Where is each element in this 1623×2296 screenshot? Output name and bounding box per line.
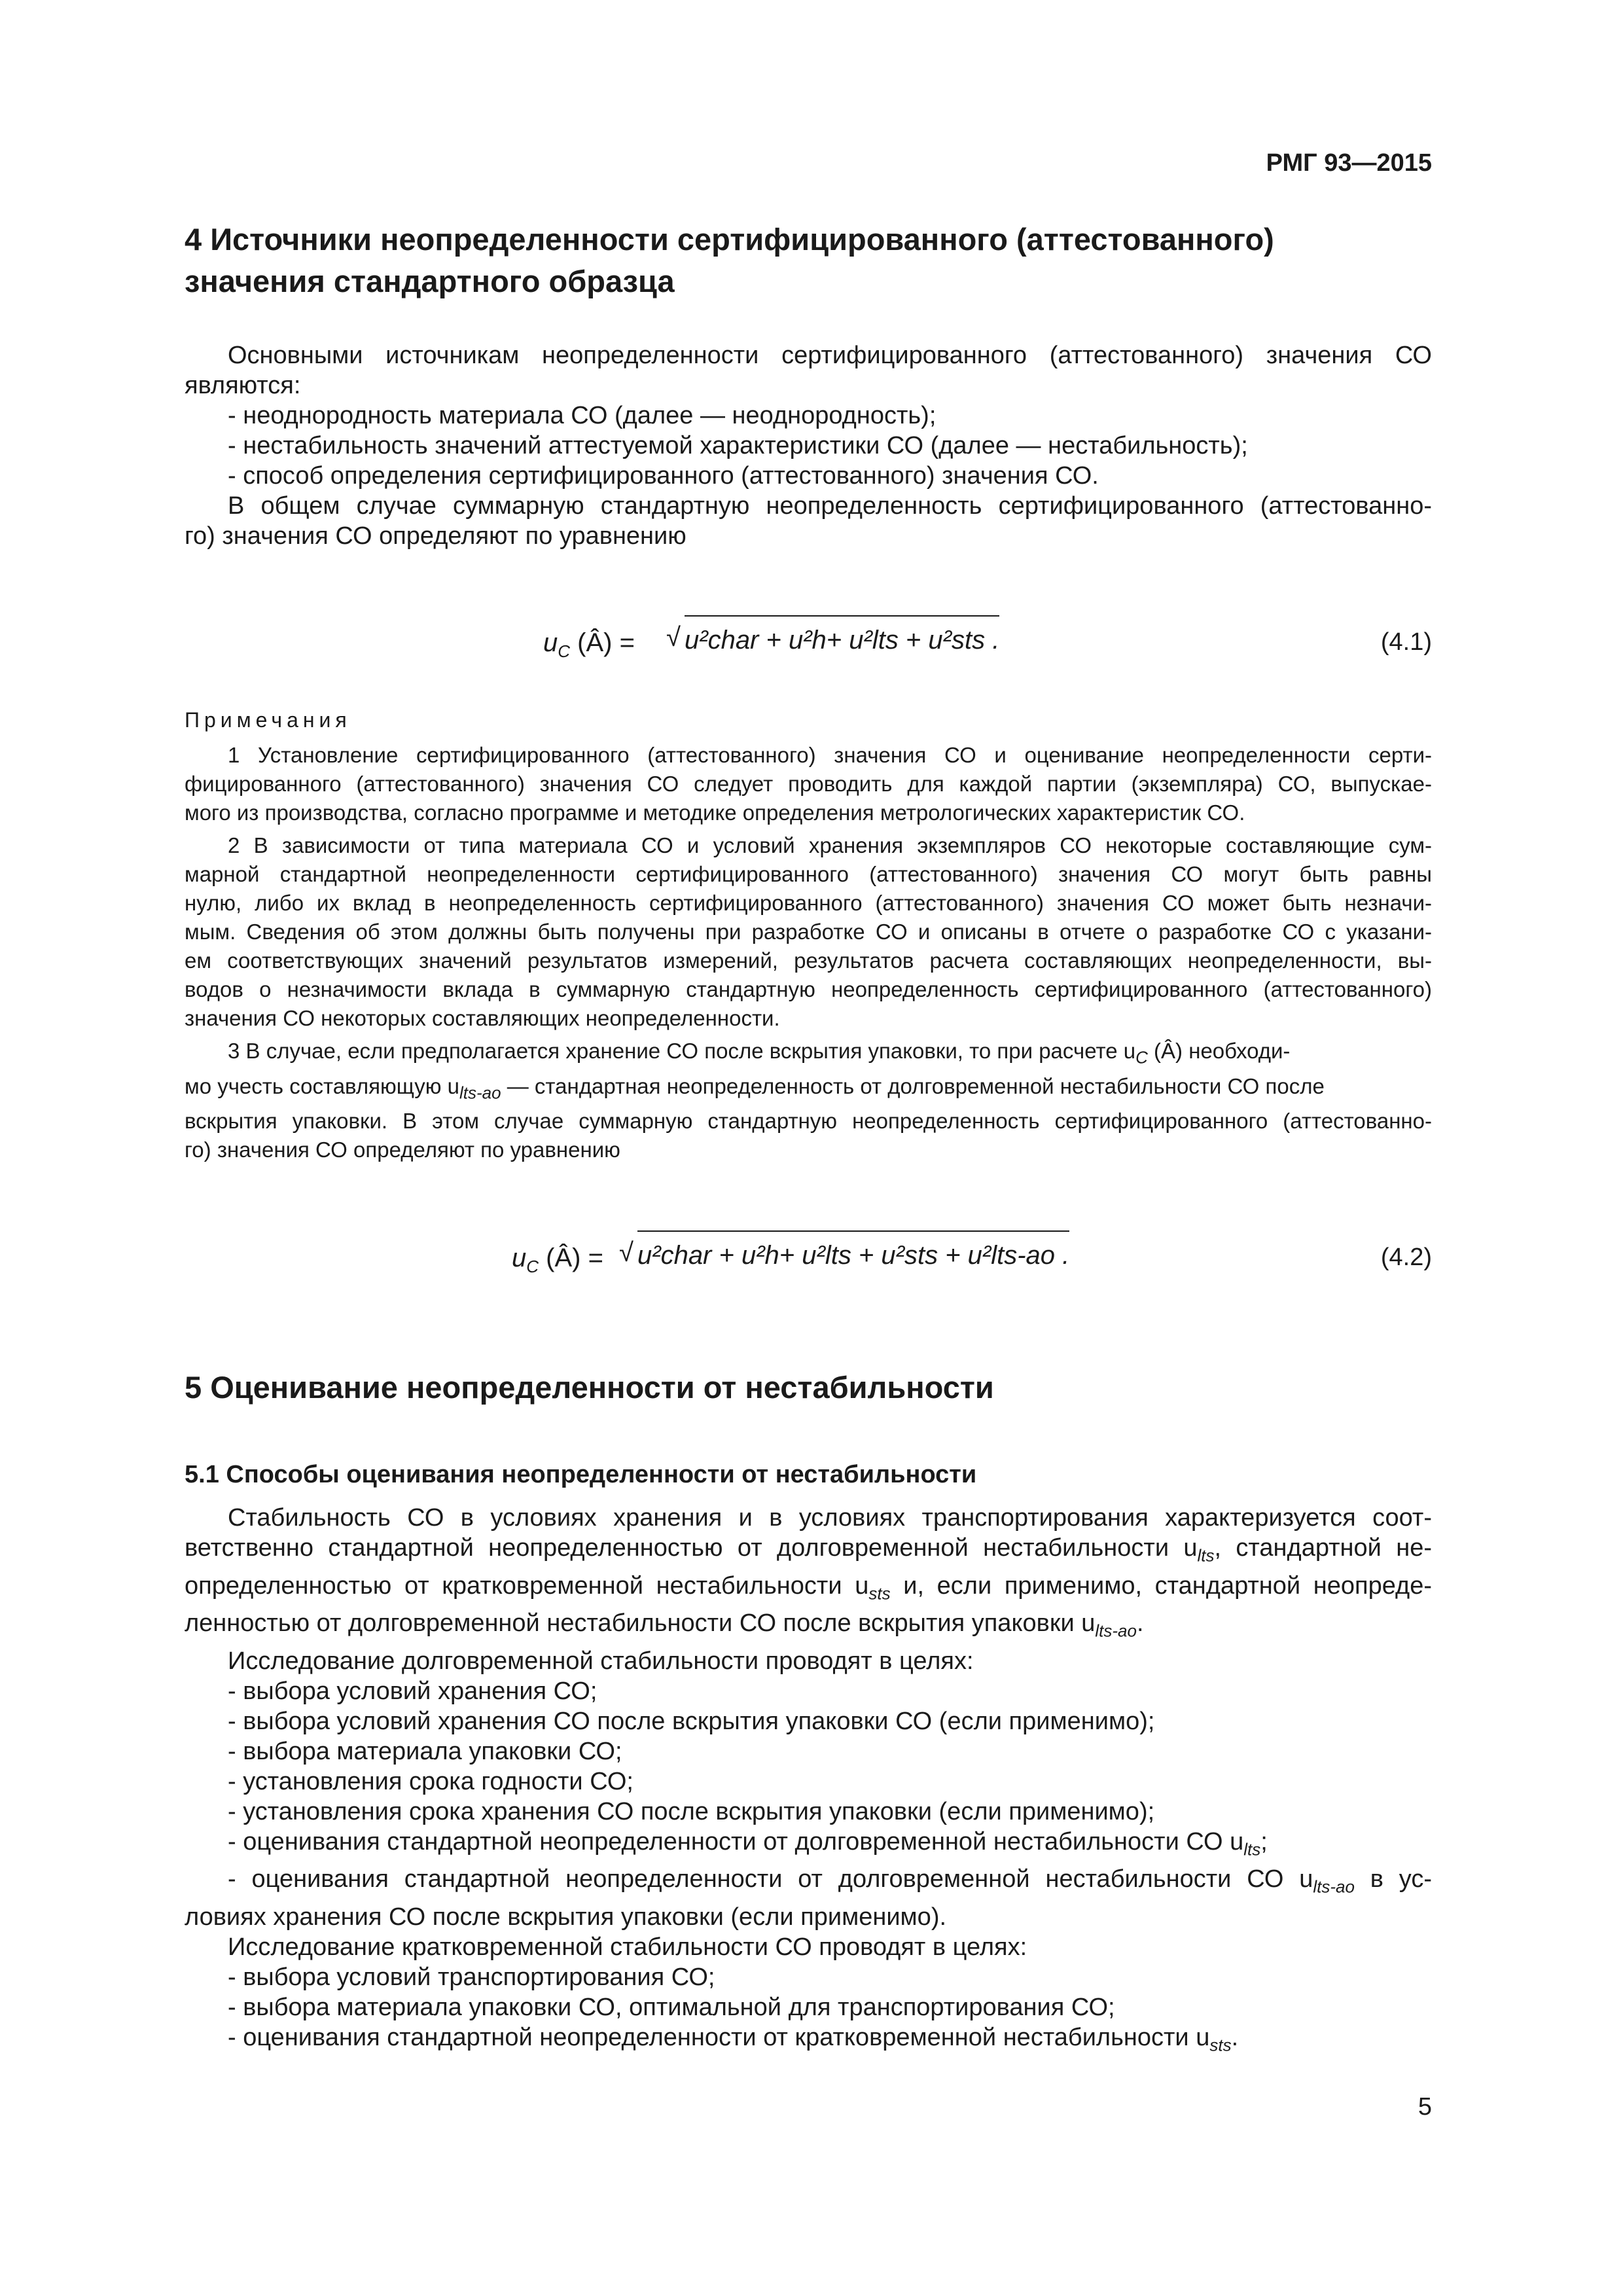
intro-paragraph (185, 340, 1432, 551)
list-item: - установления срока годности СО; (228, 1767, 633, 1795)
note-line: фицированного (аттестованного) значения СО следует проводить для каждой партии (экземпляра) СО, выпускае- (185, 772, 1432, 796)
note-line: значения СО некоторых составляющих неопределенности. (185, 1006, 780, 1030)
section-5-title: 5 Оценивание неопределенности от нестабильности (185, 1370, 994, 1405)
section-5-heading (185, 1367, 1432, 1408)
note-line: вскрытия упаковки. В этом случае суммарную стандартную неопределенность сертифицированного (аттестованно- (185, 1109, 1432, 1134)
subsection-5-1-heading (185, 1458, 1432, 1491)
general-line-1: В общем случае суммарную стандартную неопределенность сертифицированного (аттестованно- (228, 492, 1432, 520)
list-item: - выбора условий хранения СО после вскрытия упаковки СО (если применимо); (228, 1707, 1155, 1735)
note-line: го) значения СО определяют по уравнению (185, 1138, 620, 1162)
note-line: марной стандартной неопределенности сертифицированного (аттестованного) значения СО могут быть равны (185, 862, 1432, 886)
body-line: ветственно стандартной неопределенностью от долговременной нестабильности $u_{lts}$, стандартной не- (185, 1534, 1432, 1566)
section-4-title-line-2: значения стандартного образца (185, 264, 675, 298)
general-line-2: го) значения СО определяют по уравнению (185, 522, 687, 550)
formula-lhs: $u_C$ (Â) = (543, 628, 635, 661)
list-item: - оценивания стандартной неопределенности от кратковременной нестабильности $u_{sts}$. (228, 2023, 1239, 2055)
formula-4-2 (185, 1230, 1432, 1289)
intro-line-1: Основными источникам неопределенности сертифицированного (аттестованного) значения СО (228, 342, 1432, 369)
note-line: мого из производства, согласно программе и методике определения метрологических характеристик СО. (185, 800, 1245, 825)
page-number: 5 (1418, 2093, 1432, 2121)
notes-title: Примечания (185, 708, 351, 732)
formula-lhs: $u_C$ (Â) = (512, 1244, 603, 1276)
list-item: - оценивания стандартной неопределенности от долговременной нестабильности СО $u_{lts-ao}$ в ус- (228, 1865, 1433, 1897)
note-line: нулю, либо их вклад в неопределенность сертифицированного (аттестованного) значения СО может быть незначи- (185, 891, 1432, 915)
intro-line-2: являются: (185, 372, 301, 399)
section-4-heading (185, 219, 1432, 302)
long-intro: Исследование долговременной стабильности проводят в целях: (228, 1647, 974, 1675)
section-5-body (185, 1503, 1432, 2060)
radical-sign: √ (666, 623, 681, 652)
short-intro: Исследование кратковременной стабильности СО проводят в целях: (228, 1933, 1027, 1961)
list-item: - способ определения сертифицированного (аттестованного) значения СО. (228, 462, 1099, 490)
formula-4-1 (185, 615, 1432, 674)
list-item-continuation: ловиях хранения СО после вскрытия упаковки (если применимо). (185, 1903, 947, 1931)
note-line: 1 Установление сертифицированного (аттестованного) значения СО и оценивание неопределенности серти- (228, 743, 1432, 767)
list-item: - выбора материала упаковки СО, оптимальной для транспортирования СО; (228, 1993, 1115, 2021)
body-line: определенностью от кратковременной нестабильности $u_{sts}$ и, если применимо, стандартной неопреде- (185, 1571, 1432, 1604)
list-item: - неоднородность материала СО (далее — неоднородность); (228, 402, 936, 429)
section-4-title-line-1: 4 Источники неопределенности сертифицированного (аттестованного) (185, 222, 1274, 257)
formula-number: (4.2) (1380, 1244, 1432, 1271)
notes-block (185, 706, 1432, 1164)
list-item: - выбора условий транспортирования СО; (228, 1963, 715, 1991)
note-line: 2 В зависимости от типа материала СО и условий хранения экземпляров СО некоторые составляющие сум- (228, 833, 1432, 857)
note-line: мо учесть составляющую $u_{lts-ao}$ — стандартная неопределенность от долговременной нестабильности СО после (185, 1073, 1325, 1103)
note-line: 3 В случае, если предполагается хранение СО после вскрытия упаковки, то при расчете $u_C$ (Â) необходи- (228, 1039, 1291, 1067)
note-line: водов о незначимости вклада в суммарную стандартную неопределенность сертифицированного (аттестованного) (185, 977, 1432, 1001)
list-item: - нестабильность значений аттестуемой характеристики СО (далее — нестабильность); (228, 432, 1248, 459)
body-line: Стабильность СО в условиях хранения и в условиях транспортирования характеризуется соот- (228, 1504, 1432, 1532)
note-line: ем соответствующих значений результатов измерений, результатов расчета составляющих неопределенности, вы- (185, 948, 1432, 973)
list-item: - выбора условий хранения СО; (228, 1677, 597, 1705)
body-line: ленностью от долговременной нестабильности СО после вскрытия упаковки $u_{lts-ao}$. (185, 1609, 1144, 1641)
list-item: - оценивания стандартной неопределенности от долговременной нестабильности СО $u_{lts}$; (228, 1827, 1268, 1859)
radicand: u²char + u²h+ u²lts + u²sts . (685, 615, 999, 655)
radicand: u²char + u²h+ u²lts + u²sts + u²lts-ao . (637, 1230, 1069, 1270)
list-item: - выбора материала упаковки СО; (228, 1737, 622, 1765)
radical-sign: √ (619, 1238, 633, 1267)
subsection-5-1-title: 5.1 Способы оценивания неопределенности от нестабильности (185, 1461, 977, 1488)
document-code: РМГ 93—2015 (1266, 149, 1432, 177)
formula-number: (4.1) (1380, 628, 1432, 656)
note-line: мым. Сведения об этом должны быть получены при разработке СО и описаны в отчете о разработке СО с указани- (185, 920, 1432, 944)
list-item: - установления срока хранения СО после вскрытия упаковки (если применимо); (228, 1797, 1155, 1825)
